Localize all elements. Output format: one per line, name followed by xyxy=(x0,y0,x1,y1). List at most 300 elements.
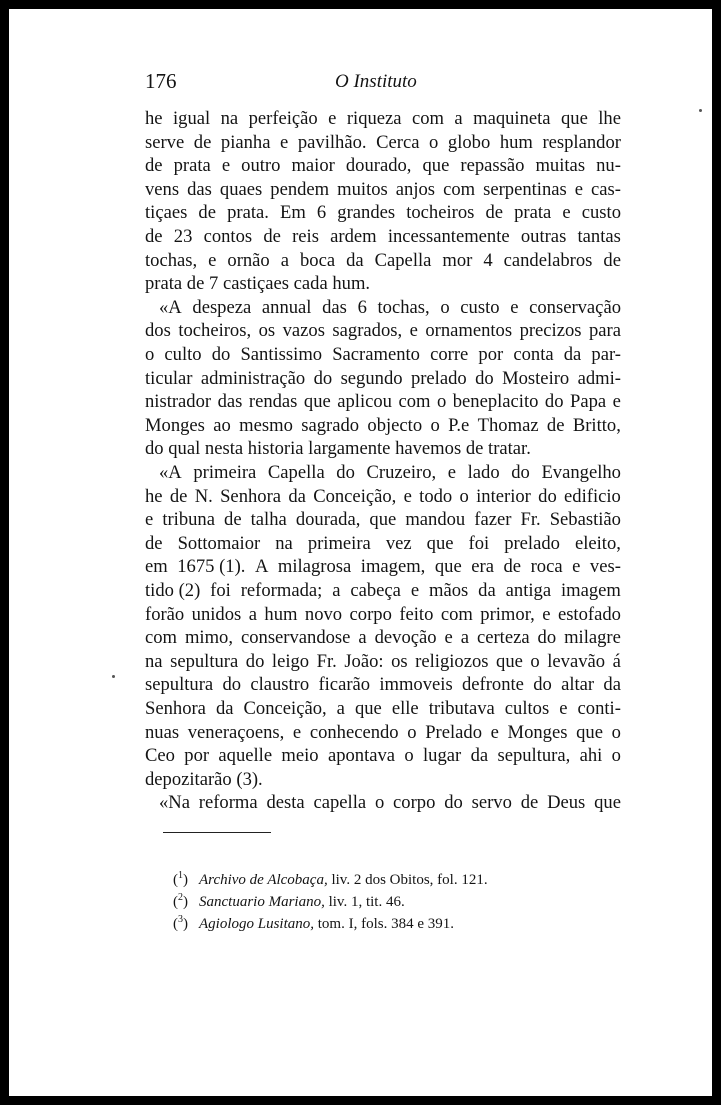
word: de xyxy=(169,485,188,507)
word: 1675 (1). xyxy=(177,556,246,578)
word: outras xyxy=(520,226,567,247)
word: do xyxy=(533,674,552,696)
footnote-number: 1 xyxy=(178,870,183,881)
word: do xyxy=(537,627,557,649)
word: tochas, xyxy=(145,249,198,271)
word: precizos xyxy=(519,320,582,342)
word: que xyxy=(303,391,331,413)
word: dos xyxy=(145,320,171,342)
word: Sacramento xyxy=(332,344,420,365)
word: conservandose xyxy=(240,627,351,649)
word: o xyxy=(436,391,447,413)
word: a xyxy=(336,698,345,719)
text-line xyxy=(145,391,621,413)
word: e xyxy=(612,391,621,413)
word: custo xyxy=(581,202,621,224)
word: os xyxy=(391,650,408,672)
word: Em xyxy=(279,202,306,224)
word: conhecendo xyxy=(309,721,399,743)
text-line xyxy=(159,297,621,319)
word: forão xyxy=(145,603,185,625)
word: e xyxy=(409,320,418,342)
word: igual xyxy=(172,108,211,129)
paper-speck xyxy=(699,109,702,112)
word: serpentinas xyxy=(483,178,567,200)
word: Santissimo xyxy=(240,344,323,365)
word: cas- xyxy=(591,178,621,200)
word: primeira xyxy=(307,532,371,554)
word: tribuna xyxy=(162,509,215,531)
word: conservação xyxy=(529,296,621,318)
word: de xyxy=(224,509,242,531)
word: nistrador xyxy=(145,391,212,413)
word: Papa xyxy=(570,391,607,413)
word: 4 xyxy=(483,249,493,271)
word: despeza xyxy=(192,296,252,318)
word: mandou xyxy=(405,509,466,531)
word: o xyxy=(530,650,540,672)
word: primeira xyxy=(193,462,257,483)
footnote-marker: ($^3$) xyxy=(173,914,188,932)
word: milagre xyxy=(564,627,621,649)
word: da xyxy=(563,344,582,365)
word: Conceição, xyxy=(243,698,327,719)
word: prelado xyxy=(410,367,467,389)
text-line: depozitarão (3). xyxy=(145,768,263,790)
word: lado xyxy=(467,462,500,483)
footnote xyxy=(173,867,488,889)
word: da xyxy=(478,580,496,601)
word: mesmo xyxy=(239,414,293,436)
word: sepultura, xyxy=(497,745,571,767)
word: imagem xyxy=(560,580,621,601)
word: por xyxy=(184,745,210,767)
word: par- xyxy=(591,344,621,365)
footnote xyxy=(173,911,454,933)
footnote-reference: tom. I, fols. 384 e 391. xyxy=(317,916,455,932)
word: resplandor xyxy=(542,131,621,153)
word: meio xyxy=(281,745,319,767)
word: tantas xyxy=(577,226,621,247)
word: e xyxy=(447,462,457,483)
word: mãos xyxy=(429,580,469,601)
word: era xyxy=(471,556,494,578)
word: dourada, xyxy=(295,509,361,531)
word: prelado xyxy=(504,532,560,554)
word: e xyxy=(542,603,551,625)
text-line xyxy=(145,674,621,696)
word: e xyxy=(562,202,571,224)
word: serve xyxy=(145,131,185,153)
word: de xyxy=(198,202,216,224)
footnote-number: 2 xyxy=(178,892,183,903)
text-line xyxy=(145,202,621,224)
word: anjos xyxy=(395,178,436,200)
word: Ceo xyxy=(145,745,175,767)
word: do xyxy=(336,462,355,483)
word: cultos xyxy=(504,698,550,719)
text-line xyxy=(145,179,621,201)
text-line xyxy=(145,580,621,602)
word: de xyxy=(503,556,522,578)
text-line xyxy=(145,250,621,272)
word: prata xyxy=(173,155,211,177)
word: culto xyxy=(164,344,202,365)
word: dourado, xyxy=(345,155,412,177)
word: ornamentos xyxy=(425,320,513,342)
word: candelabros xyxy=(503,249,593,271)
word: perfeição xyxy=(248,108,318,129)
word: interior xyxy=(476,485,531,507)
word: ves- xyxy=(589,556,621,578)
word: reforma xyxy=(198,792,258,814)
word: corpo xyxy=(393,792,436,814)
word: da xyxy=(603,674,621,696)
word: repassão xyxy=(460,155,525,177)
word: «A xyxy=(159,462,182,483)
word: edificio xyxy=(564,485,621,507)
word: admi- xyxy=(577,367,621,389)
word: na xyxy=(275,532,293,554)
word: incessantemente xyxy=(387,226,510,247)
word: pianha xyxy=(220,131,271,153)
footnote-marker: ($^1$) xyxy=(173,870,188,888)
word: corre xyxy=(430,344,469,365)
word: a xyxy=(358,627,367,649)
footnote-reference: liv. 1, tit. 46. xyxy=(328,894,405,910)
word: com xyxy=(398,391,431,413)
word: a xyxy=(332,580,341,601)
word: das xyxy=(217,391,243,413)
word: a xyxy=(280,249,289,271)
word: quaes xyxy=(219,178,263,200)
word: claustro xyxy=(250,674,310,696)
word: boca xyxy=(299,249,336,271)
word: o xyxy=(374,792,385,814)
word: em xyxy=(145,556,168,578)
word: e xyxy=(490,721,499,743)
word: unidos xyxy=(191,603,242,625)
word: do xyxy=(211,344,231,365)
word: de xyxy=(145,226,163,247)
text-line xyxy=(145,108,621,130)
word: desta xyxy=(266,792,305,814)
word: de xyxy=(546,414,565,436)
word: á xyxy=(612,650,621,672)
word: Fr. xyxy=(316,650,337,672)
word: ao xyxy=(213,414,231,436)
word: beneplacito xyxy=(452,391,539,413)
word: de xyxy=(145,155,163,177)
word: com xyxy=(411,108,444,129)
word: hum xyxy=(264,603,298,625)
word: da xyxy=(470,745,489,767)
word: rendas xyxy=(248,391,298,413)
word: segundo xyxy=(340,367,403,389)
word: Prelado xyxy=(425,721,482,743)
word: aplicou xyxy=(337,391,392,413)
word: todo xyxy=(419,485,453,507)
word: da xyxy=(288,485,306,507)
word: que xyxy=(434,556,462,578)
word: a xyxy=(460,627,469,649)
word: que xyxy=(496,650,523,672)
word: do xyxy=(475,367,494,389)
word: talha xyxy=(250,509,287,531)
word: Capella xyxy=(374,249,432,271)
word: vazos xyxy=(282,320,325,342)
word: levavão xyxy=(547,650,606,672)
word: e xyxy=(444,627,453,649)
word: de xyxy=(603,249,621,271)
text-line xyxy=(145,486,621,508)
word: estofado xyxy=(557,603,621,625)
word: maior xyxy=(291,155,335,177)
word: do xyxy=(313,367,333,389)
word: e xyxy=(221,155,231,177)
word: a xyxy=(248,603,257,625)
word: muitos xyxy=(337,178,388,200)
word: do xyxy=(222,674,242,696)
text-line xyxy=(145,745,621,767)
word: do xyxy=(511,462,530,483)
word: contos xyxy=(203,226,253,247)
word: do xyxy=(538,485,557,507)
text-line xyxy=(145,368,621,390)
word: religiozos xyxy=(415,650,489,672)
word: sepultura xyxy=(145,674,214,696)
word: que xyxy=(422,155,450,177)
word: o xyxy=(145,344,155,365)
word: ahi xyxy=(579,745,603,767)
word: Mosteiro xyxy=(502,367,570,389)
text-line xyxy=(145,415,621,437)
word: tocheiros xyxy=(406,202,475,224)
word: Cruzeiro, xyxy=(366,462,437,483)
word: devoção xyxy=(374,627,437,649)
word: roca xyxy=(530,556,563,578)
page-header xyxy=(145,69,623,99)
word: pendem xyxy=(270,178,330,200)
word: imagem, xyxy=(360,556,426,578)
word: feito xyxy=(399,603,434,625)
word: mimo, xyxy=(184,627,234,649)
word: P.e xyxy=(448,414,470,436)
word: immoveis xyxy=(379,674,453,696)
word: o xyxy=(404,745,414,767)
text-line xyxy=(145,722,621,744)
word: riqueza xyxy=(346,108,402,129)
word: Cerca xyxy=(376,131,420,153)
text-line xyxy=(145,627,621,649)
word: 6 xyxy=(316,202,327,224)
word: he xyxy=(145,485,163,507)
word: nuas xyxy=(145,721,180,743)
word: lugar xyxy=(423,745,462,767)
word: eleito, xyxy=(574,532,621,554)
text-line xyxy=(145,651,621,673)
word: fazer xyxy=(474,509,512,531)
word: maquineta xyxy=(473,108,551,129)
word: defronte xyxy=(461,674,524,696)
word: e xyxy=(574,178,584,200)
word: veneraçoens, xyxy=(187,721,285,743)
word: que xyxy=(576,721,603,743)
word: e xyxy=(403,485,412,507)
word: da xyxy=(346,249,364,271)
word: que xyxy=(560,108,588,129)
word: Senhora xyxy=(145,698,206,719)
word: globo xyxy=(447,131,491,153)
word: de xyxy=(145,532,163,554)
text-line xyxy=(145,226,621,248)
word: do xyxy=(444,792,463,814)
word: elle xyxy=(391,698,419,719)
word: e xyxy=(410,580,420,601)
word: Conceição, xyxy=(313,485,397,507)
word: Evangelho xyxy=(541,462,621,483)
word: ornão xyxy=(227,249,270,271)
paper-speck xyxy=(112,675,115,678)
word: Fr. xyxy=(520,509,541,531)
word: e xyxy=(328,108,337,129)
word: reformada; xyxy=(240,580,323,601)
word: hum xyxy=(499,131,533,153)
word: A xyxy=(254,556,269,578)
word: o xyxy=(611,745,621,767)
word: tochas, xyxy=(377,296,430,318)
text-line xyxy=(145,556,621,578)
word: cabeça xyxy=(350,580,401,601)
word: N. xyxy=(194,485,213,507)
word: o xyxy=(611,721,621,743)
footnote-divider xyxy=(163,832,271,833)
word: João: xyxy=(344,650,384,672)
word: com xyxy=(440,603,473,625)
text-line xyxy=(145,533,621,555)
footnote-number: 3 xyxy=(178,914,183,925)
word: o xyxy=(430,414,440,436)
word: ardem xyxy=(330,226,377,247)
word: Deus xyxy=(547,792,586,814)
word: altar xyxy=(561,674,595,696)
word: sepultura xyxy=(170,650,239,672)
word: de xyxy=(193,131,212,153)
word: sagrados, xyxy=(332,320,403,342)
text-line xyxy=(145,320,621,342)
word: servo xyxy=(471,792,512,814)
word: Senhora xyxy=(220,485,282,507)
word: prata. xyxy=(227,202,269,224)
word: que xyxy=(426,532,454,554)
word: Monges xyxy=(507,721,568,743)
text-line xyxy=(145,509,621,531)
word: leigo xyxy=(271,650,310,672)
word: e xyxy=(572,556,581,578)
text-line xyxy=(145,604,621,626)
word: das xyxy=(187,178,212,200)
word: 23 xyxy=(173,226,193,247)
word: milagrosa xyxy=(277,556,352,578)
word: o xyxy=(407,721,417,743)
word: custo xyxy=(460,296,500,318)
word: novo xyxy=(304,603,343,625)
word: he xyxy=(145,108,163,129)
word: ficarão xyxy=(318,674,371,696)
footnote xyxy=(173,889,405,911)
word: Sebastião xyxy=(549,509,621,531)
word: com xyxy=(443,178,476,200)
word: administração xyxy=(200,367,306,389)
word: 6 xyxy=(357,296,367,318)
word: tributava xyxy=(428,698,495,719)
word: Monges xyxy=(145,414,205,436)
word: tocheiros, xyxy=(178,320,252,342)
word: «Na xyxy=(159,792,190,814)
word: Britto, xyxy=(572,414,621,436)
word: certeza xyxy=(476,627,530,649)
footnote-source-title: Sanctuario Mariano, xyxy=(199,894,325,910)
footnote-marker: ($^2$) xyxy=(173,892,188,910)
word: do xyxy=(245,650,265,672)
word: das xyxy=(322,296,347,318)
word: foi xyxy=(468,532,490,554)
word: para xyxy=(588,320,621,342)
text-line: prata de 7 castiçaes cada hum. xyxy=(145,273,371,295)
word: lhe xyxy=(598,108,621,129)
word: annual xyxy=(261,296,312,318)
word: sagrado xyxy=(301,414,360,436)
word: que xyxy=(594,792,621,814)
word: antiga xyxy=(505,580,552,601)
word: e xyxy=(145,509,154,531)
word: corpo xyxy=(349,603,392,625)
word: mor xyxy=(442,249,473,271)
word: tiçaes xyxy=(145,202,188,224)
word: na xyxy=(145,650,163,672)
word: nu- xyxy=(596,155,621,177)
word: da xyxy=(215,698,234,719)
word: e xyxy=(292,721,302,743)
book-page xyxy=(9,9,712,1096)
word: por xyxy=(478,344,504,365)
word: de xyxy=(520,792,539,814)
word: outro xyxy=(241,155,281,177)
word: a xyxy=(454,108,463,129)
text-line xyxy=(159,462,621,484)
text-line: do qual nesta historia largamente havemos de tratar. xyxy=(145,438,531,460)
word: conti- xyxy=(577,698,621,719)
word: reis xyxy=(292,226,319,247)
running-title: O Instituto xyxy=(335,71,417,92)
footnote-source-title: Agiologo Lusitano, xyxy=(199,916,315,932)
word: na xyxy=(220,108,239,129)
word: grandes xyxy=(337,202,396,224)
word: muitas xyxy=(535,155,586,177)
word: o xyxy=(429,131,439,153)
word: capella xyxy=(313,792,367,814)
text-line xyxy=(159,792,621,814)
word: objecto xyxy=(367,414,423,436)
word: Thomaz xyxy=(477,414,539,436)
word: e xyxy=(510,296,519,318)
word: do xyxy=(544,391,564,413)
word: e xyxy=(559,698,568,719)
page-number: 176 xyxy=(145,69,177,93)
word: vens xyxy=(145,178,180,200)
text-line xyxy=(145,698,621,720)
word: primor, xyxy=(480,603,535,625)
